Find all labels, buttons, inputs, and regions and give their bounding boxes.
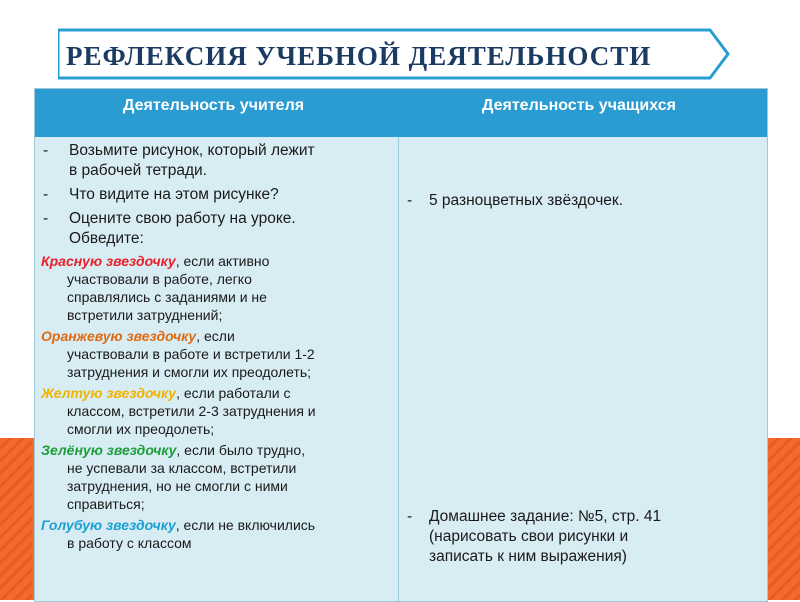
star-label-yellow: Желтую звездочку [41,385,177,401]
star-label-blue: Голубую звездочку [41,517,176,533]
condition-text: , если [196,328,235,344]
star-label-red: Красную звездочку [41,253,176,269]
list-item-text: в рабочей тетради. [69,162,207,179]
dash-bullet: - [43,210,49,227]
condition-text: участвовали в работе и встретили 1-2 [67,346,315,362]
homework-line: Домашнее задание: №5, стр. 41 [429,508,662,525]
condition-text: , если работали с [176,385,291,401]
list-item-text: Оцените свою работу на уроке. [69,210,296,227]
column-divider [398,137,399,601]
homework-line: записать к ним выражения) [429,548,627,565]
page-title: РЕФЛЕКСИЯ УЧЕБНОЙ ДЕЯТЕЛЬНОСТИ [66,41,652,71]
condition-text: не успевали за классом, встретили [67,460,297,476]
teacher-column [41,141,393,552]
star-label-orange: Оранжевую звездочку [41,328,197,344]
dash-bullet: - [43,186,49,203]
dash-bullet: - [43,142,49,159]
list-item [41,185,393,205]
title-banner [58,28,730,80]
students-column [405,191,760,211]
condition-orange [41,327,393,381]
condition-text: справлялись с заданиями и не [67,289,267,305]
condition-text: справиться; [67,496,145,512]
condition-text: участвовали в работе, легко [67,271,252,287]
condition-text: смогли их преодолеть; [67,421,215,437]
students-homework [405,507,760,567]
reflection-table [34,88,768,602]
condition-text: затруднения и смогли их преодолеть; [67,364,312,380]
homework-line: (нарисовать свои рисунки и [429,528,629,545]
condition-blue [41,516,393,552]
list-item-text: Что видите на этом рисунке? [69,186,279,203]
list-item-text: Обведите: [69,230,144,247]
condition-text: затруднения, но не смогли с ними [67,478,288,494]
header-teacher: Деятельность учителя [123,97,305,114]
condition-green [41,441,393,513]
right-stripe-pattern [768,438,800,600]
condition-text: классом, встретили 2-3 затруднения и [67,403,316,419]
list-item-text: 5 разноцветных звёздочек. [429,192,624,209]
dash-bullet: - [407,192,413,209]
condition-text: , если не включились [175,517,316,533]
left-stripe-pattern [0,438,32,600]
list-item [405,507,760,567]
list-item-text: Возьмите рисунок, который лежит [69,142,315,159]
header-students: Деятельность учащихся [482,97,676,114]
list-item [41,141,393,181]
condition-yellow [41,384,393,438]
list-item [41,209,393,249]
condition-text: в работу с классом [67,535,192,551]
list-item [405,191,760,211]
table-header [35,89,767,137]
condition-text: встретили затруднений; [67,307,223,323]
condition-text: , если было трудно, [176,442,306,458]
star-label-green: Зелёную звездочку [41,442,177,458]
dash-bullet: - [407,508,413,525]
condition-text: , если активно [175,253,270,269]
condition-red [41,252,393,324]
